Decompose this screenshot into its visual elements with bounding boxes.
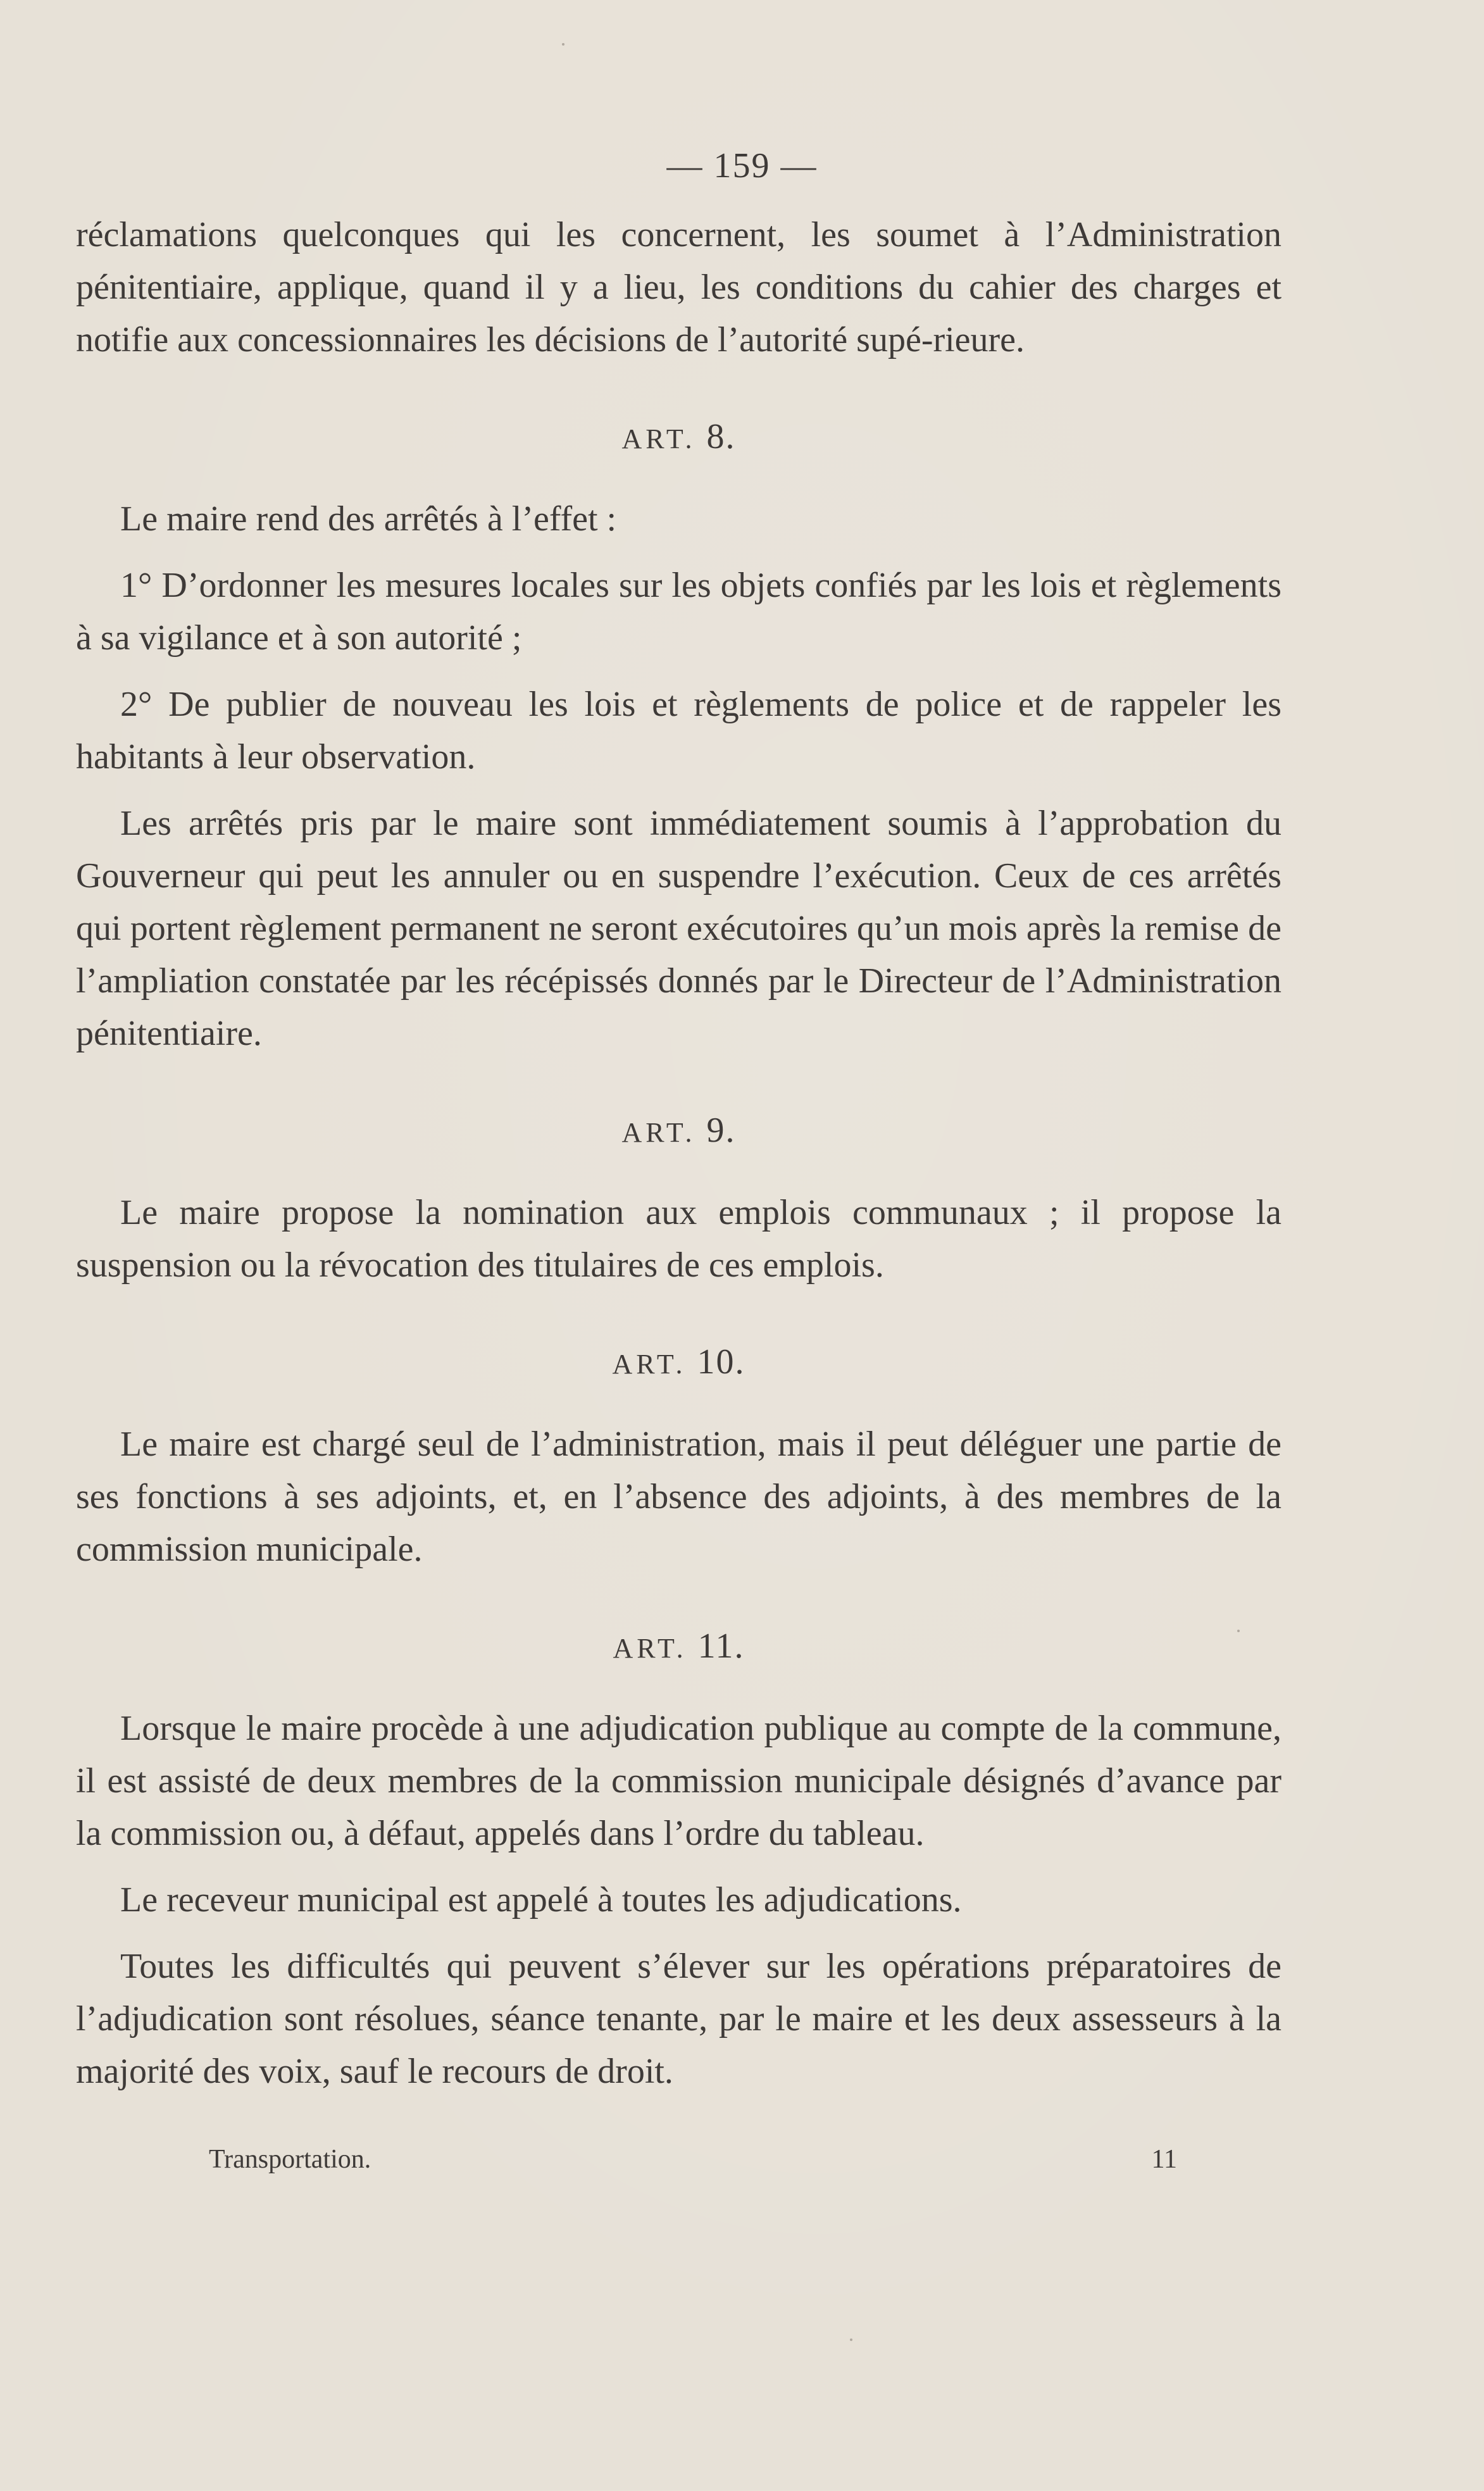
- article-label: ART.: [613, 1633, 687, 1664]
- paragraph: 1° D’ordonner les mesures locales sur les objets confiés par les lois et règlements à sa vigilance et à son autorité ;: [76, 566, 1281, 658]
- paragraph: Le receveur municipal est appelé à toutes les adjudications.: [120, 1880, 962, 1920]
- article-heading-11: [76, 1620, 1281, 1675]
- paper-speck: [1237, 1630, 1240, 1632]
- article-heading-10: [76, 1336, 1281, 1390]
- paragraph: Toutes les difficultés qui peuvent s’élever sur les opérations préparatoires de l’adjudication sont résolues, séance tenante, par le maire et les deux assesseurs à la majorité des voix, sauf le recours de droit.: [76, 1947, 1281, 2091]
- paragraph-continuation: réclamations quelconques qui les concernent, les soumet à l’Administration pénitentiaire, applique, quand il y a lieu, les conditions du cahier des charges et notifie aux concessionnaires les décisions de l’autorité supé-rieure.: [76, 215, 1281, 359]
- page-number: — 159 —: [666, 146, 818, 185]
- article-heading-8: [76, 411, 1281, 465]
- page-body: [76, 209, 1281, 2098]
- article-number: 11.: [697, 1626, 745, 1666]
- article-heading-9: [76, 1104, 1281, 1159]
- paragraph: Le maire propose la nomination aux emplois communaux ; il propose la suspension ou la révocation des titulaires de ces emplois.: [76, 1193, 1281, 1285]
- sheet-number: 11: [1151, 2145, 1177, 2174]
- article-label: ART.: [612, 1349, 687, 1380]
- article-number: 8.: [706, 417, 736, 456]
- paragraph: Le maire rend des arrêtés à l’effet :: [120, 499, 617, 539]
- article-label: ART.: [621, 1117, 696, 1148]
- paper-speck: [562, 43, 564, 46]
- article-label: ART.: [621, 423, 696, 454]
- paragraph: Le maire est chargé seul de l’administration, mais il peut déléguer une partie de ses fonctions à ses adjoints, et, en l’absence des adjoints, à des membres de la commission municipale.: [76, 1425, 1281, 1569]
- paragraph: 2° De publier de nouveau les lois et règlements de police et de rappeler les habitants à leur observation.: [76, 685, 1281, 777]
- paragraph: Lorsque le maire procède à une adjudication publique au compte de la commune, il est assisté de deux membres de la commission municipale désignés d’avance par la commission ou, à défaut, appelés dans l’ordre du tableau.: [76, 1709, 1281, 1853]
- paragraph: Les arrêtés pris par le maire sont immédiatement soumis à l’approbation du Gouverneur qui peut les annuler ou en suspendre l’exécution. Ceux de ces arrêtés qui portent règlement permanent ne seront exécutoires qu’un mois après la remise de l’ampliation constatée par les récépissés donnés par le Directeur de l’Administration pénitentiaire.: [76, 804, 1281, 1053]
- paper-speck: [850, 2338, 852, 2341]
- article-number: 9.: [706, 1111, 736, 1150]
- page-footer: [209, 2144, 1177, 2175]
- article-number: 10.: [697, 1342, 745, 1382]
- signature-mark: Transportation.: [209, 2145, 371, 2174]
